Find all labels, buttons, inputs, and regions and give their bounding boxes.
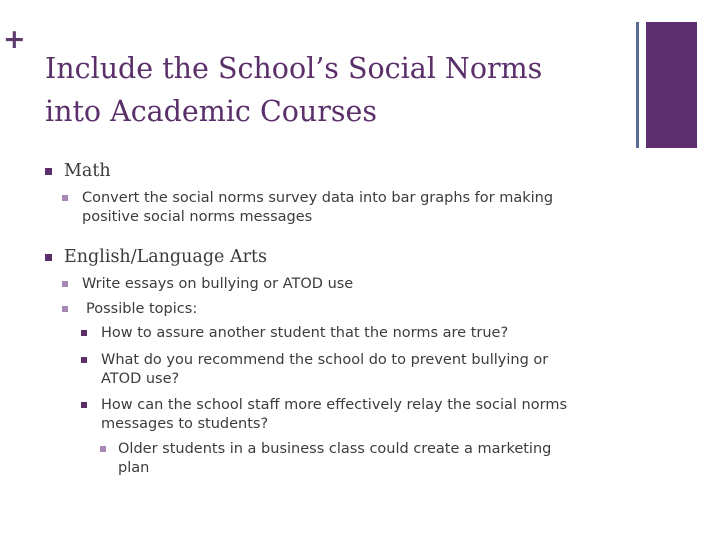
topic-3-line-1: How can the school staff more effectively relay the social norms xyxy=(101,397,568,413)
bullet-marker xyxy=(62,306,68,312)
title-line-1: Include the School’s Social Norms xyxy=(45,52,543,85)
bullet-marker xyxy=(100,446,106,452)
bullet-marker xyxy=(45,168,52,175)
math-item-line-2: positive social norms messages xyxy=(82,209,313,225)
bullet-marker xyxy=(62,195,68,201)
slide-title xyxy=(45,47,635,133)
bullet-english xyxy=(64,247,267,267)
math-item-line-1: Convert the social norms survey data into bar graphs for making xyxy=(82,190,554,206)
bullet-write-essays xyxy=(82,275,353,294)
bullet-topic-recommend xyxy=(101,351,548,389)
topic-1: How to assure another student that the norms are true? xyxy=(101,325,509,341)
bullet-math-bar-graphs xyxy=(82,189,553,227)
bullet-marker xyxy=(81,402,87,408)
english-heading: English/Language Arts xyxy=(64,247,267,267)
english-item-topics: Possible topics: xyxy=(86,301,198,317)
bullet-topic-assure xyxy=(101,324,508,343)
bullet-math xyxy=(64,161,111,181)
bullet-possible-topics xyxy=(86,300,197,319)
topic-3-line-2: messages to students? xyxy=(101,416,269,432)
title-line-2: into Academic Courses xyxy=(45,95,378,128)
math-heading: Math xyxy=(64,161,111,181)
english-item-essays: Write essays on bullying or ATOD use xyxy=(82,276,354,292)
bullet-topic-staff xyxy=(101,396,567,434)
topic-2-line-2: ATOD use? xyxy=(101,371,180,387)
bullet-marker xyxy=(81,357,87,363)
accent-bar-thin xyxy=(636,22,639,148)
sub-item-line-2: plan xyxy=(118,460,150,476)
bullet-marker xyxy=(45,254,52,261)
bullet-marker xyxy=(81,330,87,336)
topic-2-line-1: What do you recommend the school do to prevent bullying or xyxy=(101,352,549,368)
plus-sign-logo: + xyxy=(3,24,26,55)
bullet-business-class xyxy=(118,440,551,478)
bullet-marker xyxy=(62,281,68,287)
sub-item-line-1: Older students in a business class could create a marketing xyxy=(118,441,552,457)
accent-bar-thick xyxy=(646,22,697,148)
